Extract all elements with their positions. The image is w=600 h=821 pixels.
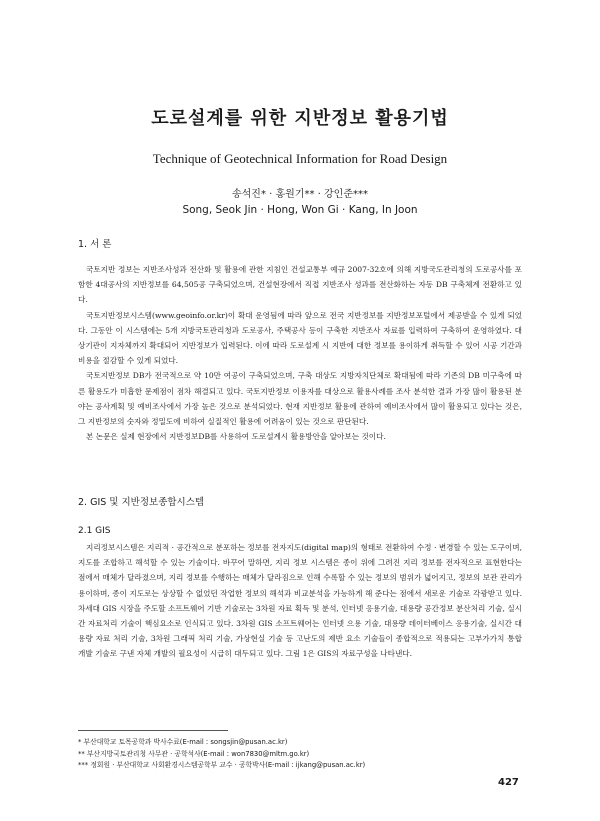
paper-title-english: Technique of Geotechnical Information for Road Design xyxy=(152,151,448,166)
paragraph: 국토지반정보시스템(www.geoinfo.or.kr)이 확대 운영됨에 따라 앞으로 전국 지반정보를 지반정보포털에서 제공받을 수 있게 되었다. 그동안 이 시스템에는 5개 지방국토관리청과 도로공사, 주택공사 등이 구축한 지반조사 자료를 입력하여 구축하여 운영하였다. 대상기관이 지자체까지 확대되어 지반정보가 입력된다. 이에 따라 도로설계 시 지반에 대한 정보를 용이하게 취득할 수 있어 시공 기간과 비용을 절감할 수 있게 되었다. xyxy=(78,310,522,366)
footnote-divider xyxy=(78,730,228,731)
paper-title-korean: 도로설계를 위한 지반정보 활용기법 xyxy=(151,108,449,129)
section-heading-gis: 2. GIS 및 지반정보종합시스템 xyxy=(78,497,205,508)
footnote: *** 정회원 · 부산대학교 사회환경시스템공학부 교수 · 공학박사(E-mail : ijkang@pusan.ac.kr) xyxy=(78,761,366,769)
authors-english: Song, Seok Jin · Hong, Won Gi · Kang, In Joon xyxy=(182,204,418,216)
paragraph: 지리정보시스템은 지리적 · 공간적으로 분포하는 정보를 전자지도(digital map)의 형태로 전환하여 수정 · 변경할 수 있는 도구이며, 지도를 조합하고 해석할 수 있는 기술이다. 바꾸어 말하면, 지리 정보 시스템은 종이 위에 그려진 지리 정보를 전자적으로 표현한다는 점에서 매체가 달라졌으며, 지리 정보를 수행하는 매체가 달라짐으로 인해 수록할 수 있는 정보의 범위가 넓어지고, 정보의 보관 관리가 용이하며, 종이 지도로는 상상할 수 없었던 작업한 정보의 해석과 비교분석을 가능하게 해 준다는 점에서 새로운 기술로 각광받고 있다. 차세대 GIS 시장을 주도할 소프트웨어 기반 기술로는 3차원 자료 획득 및 분석, 인터넷 응용기술, 대용량 공간정보 분산처리 기술, 실시간 자료처리 기술이 핵심요소로 인식되고 있다. 3차원 GIS 소프트웨어는 인터넷 으용 기술, 대용량 데이터베이스 응용기술, 실시간 대용량 자료 처리 기술, 3차원 그래픽 처리 기술, 가상현실 기술 등 고난도의 제반 요소 기술들이 종합적으로 적용되는 고부가가치 통합 개발 기술로 구낸 자체 개발의 필요성이 시급히 대두되고 있다. 그림 1은 GIS의 자료구성을 나타낸다. xyxy=(78,543,522,659)
subsection-heading-gis: 2.1 GIS xyxy=(78,526,111,536)
authors-korean: 송석진* · 홍원기** · 강인준*** xyxy=(231,189,368,200)
paragraph: 국토지반 정보는 지반조사성과 전산화 및 활용에 관한 지침인 건설교통부 예규 2007-32호에 의해 지방국도관리청의 도로공사를 포함한 4대공사의 지반정보를 64,505공 구축되었으며, 건설현장에서 직접 지반조사 성과를 전산화하는 자동 DB 구축체계 전환하고 있다. xyxy=(78,265,522,305)
page-number: 427 xyxy=(498,777,519,788)
paragraph: 본 논문은 실제 현장에서 지반정보DB를 사용하여 도로설계시 활용방안을 알아보는 것이다. xyxy=(86,432,386,442)
footnote: * 부산대학교 토목공학과 박사수료(E-mail : songsjin@pusan.ac.kr) xyxy=(78,738,288,746)
gis-body xyxy=(78,540,522,662)
section-heading-introduction: 1. 서 론 xyxy=(78,239,112,250)
paragraph: 국토지반정보 DB가 전국적으로 약 10만 여공이 구축되었으며, 구축 대상도 지방자치단체로 확대됨에 따라 기존의 DB 미구축에 따른 활용도가 미흡한 문제점이 점차 해결되고 있다. 국토지반정보 이용자를 대상으로 활용사례를 조사 분석한 결과 가장 많이 활용된 분야는 공사계획 및 예비조사에서 가장 높은 것으로 분석되었다. 현재 지반정보 활용에 관하여 예비조사에서 많이 활용되고 있다는 것은, 그 지반정보의 숫자와 정밀도에 비하여 실질적인 활용에 어려움이 있는 것으로 판단된다. xyxy=(78,371,522,427)
footnote: ** 부산지방국토관리청 사무관 · 공학석사(E-mail : won7830@mltm.go.kr) xyxy=(78,749,310,758)
footnotes xyxy=(78,737,522,772)
introduction-body xyxy=(78,262,522,444)
